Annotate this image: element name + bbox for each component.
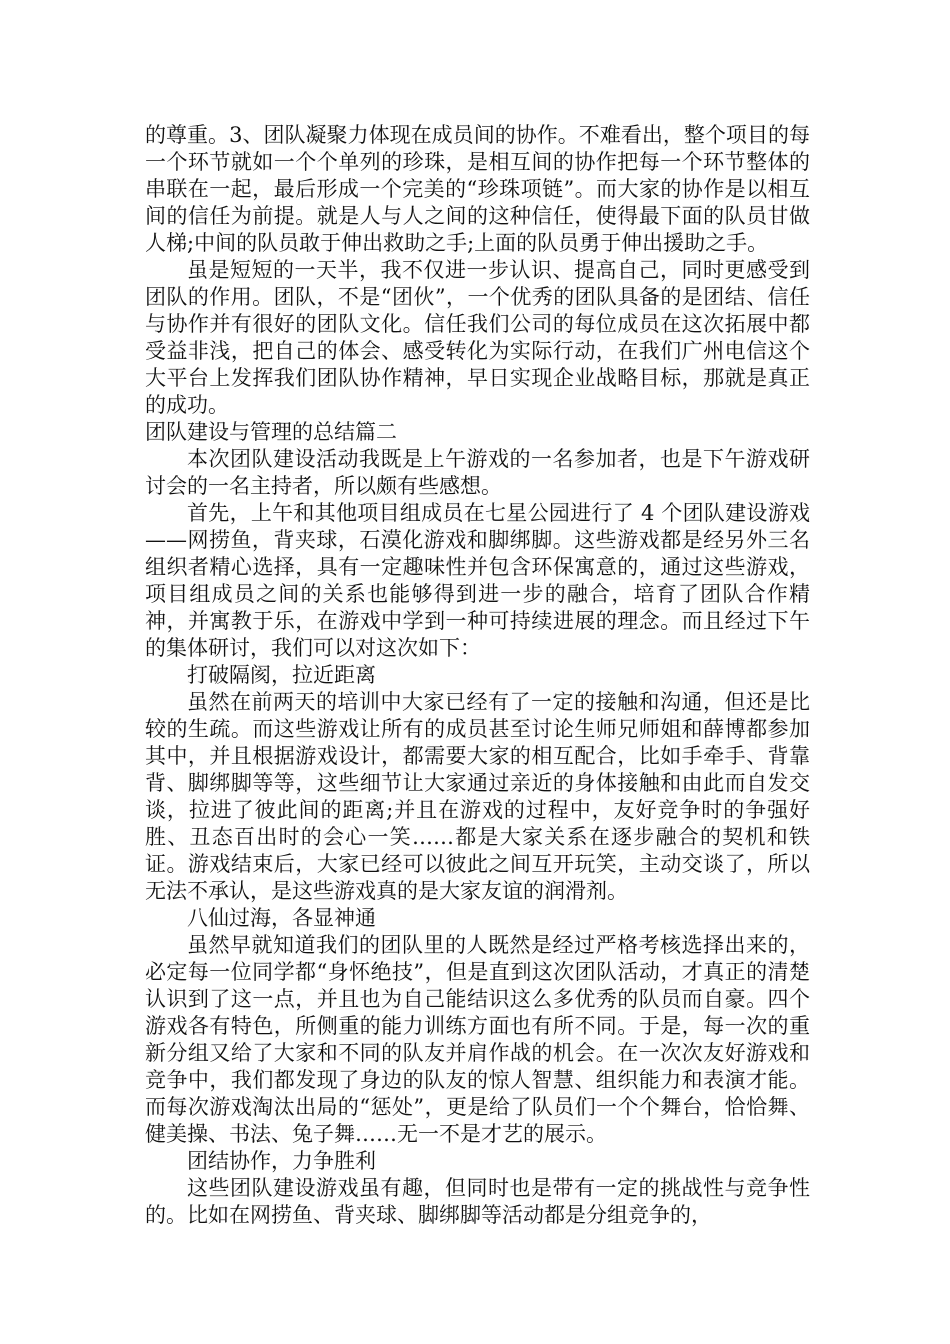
subheading-2: 八仙过海，各显神通 [187, 906, 376, 930]
paragraph-1: 的尊重。3、团队凝聚力体现在成员间的协作。不难看出，整个项目的每一个环节就如一个个单列的珍珠，是相互间的协作把每一个环节整体的串联在一起，最后形成一个完美的“珍珠项链”。而大家的协作是以相互间的信任为前提。就是人与人之间的这种信任，使得最下面的队员甘做人梯;中间的队员敢于伸出救助之手;上面的队员勇于伸出援助之手。 [145, 123, 810, 255]
subheading-1: 打破隔阂，拉近距离 [187, 663, 376, 687]
paragraph-2: 虽是短短的一天半，我不仅进一步认识、提高自己，同时更感受到团队的作用。团队，不是“团伙”，一个优秀的团队具备的是团结、信任与协作并有很好的团队文化。信任我们公司的每位成员在这次拓展中都受益非浅，把自己的体会、感受转化为实际行动，在我们广州电信这个大平台上发挥我们团队协作精神，早日实现企业战略目标，那就是真正的成功。 [145, 258, 810, 417]
paragraph-6: 虽然早就知道我们的团队里的人既然是经过严格考核选择出来的，必定每一位同学都“身怀绝技”，但是直到这次团队活动，才真正的清楚认识到了这一点，并且也为自己能结识这么多优秀的队员而自豪。四个游戏各有特色，所侧重的能力训练方面也有所不同。于是，每一次的重新分组又给了大家和不同的队友并肩作战的机会。在一次次友好游戏和竞争中，我们都发现了身边的队友的惊人智慧、组织能力和表演才能。而每次游戏淘汰出局的“惩处”，更是给了队员们一个个舞台，恰恰舞、健美操、书法、兔子舞……无一不是才艺的展示。 [145, 933, 810, 1146]
document-page [145, 122, 810, 1229]
paragraph-4: 首先，上午和其他项目组成员在七星公园进行了 4 个团队建设游戏——网捞鱼，背夹球，石漠化游戏和脚绑脚。这些游戏都是经另外三名组织者精心选择，具有一定趣味性并包含环保寓意的，通过这些游戏，项目组成员之间的关系也能够得到进一步的融合，培育了团队合作精神，并寓教于乐，在游戏中学到一种可持续进展的理念。而且经过下午的集体研讨，我们可以对这次如下： [145, 501, 810, 660]
subheading-3: 团结协作，力争胜利 [187, 1149, 376, 1173]
paragraph-5: 虽然在前两天的培训中大家已经有了一定的接触和沟通，但还是比较的生疏。而这些游戏让所有的成员甚至讨论生师兄师姐和薛博都参加其中，并且根据游戏设计，都需要大家的相互配合，比如手牵手、背靠背、脚绑脚等等，这些细节让大家通过亲近的身体接触和由此而自发交谈，拉进了彼此间的距离;并且在游戏的过程中，友好竞争时的争强好胜、丑态百出时的会心一笑……都是大家关系在逐步融合的契机和铁证。游戏结束后，大家已经可以彼此之间互开玩笑，主动交谈了，所以无法不承认，是这些游戏真的是大家友谊的润滑剂。 [145, 690, 810, 903]
paragraph-3: 本次团队建设活动我既是上午游戏的一名参加者，也是下午游戏研讨会的一名主持者，所以颇有些感想。 [145, 447, 810, 498]
section-heading: 团队建设与管理的总结篇二 [145, 420, 397, 444]
paragraph-7: 这些团队建设游戏虽有趣，但同时也是带有一定的挑战性与竞争性的。比如在网捞鱼、背夹球、脚绑脚等活动都是分组竞争的， [145, 1176, 810, 1227]
